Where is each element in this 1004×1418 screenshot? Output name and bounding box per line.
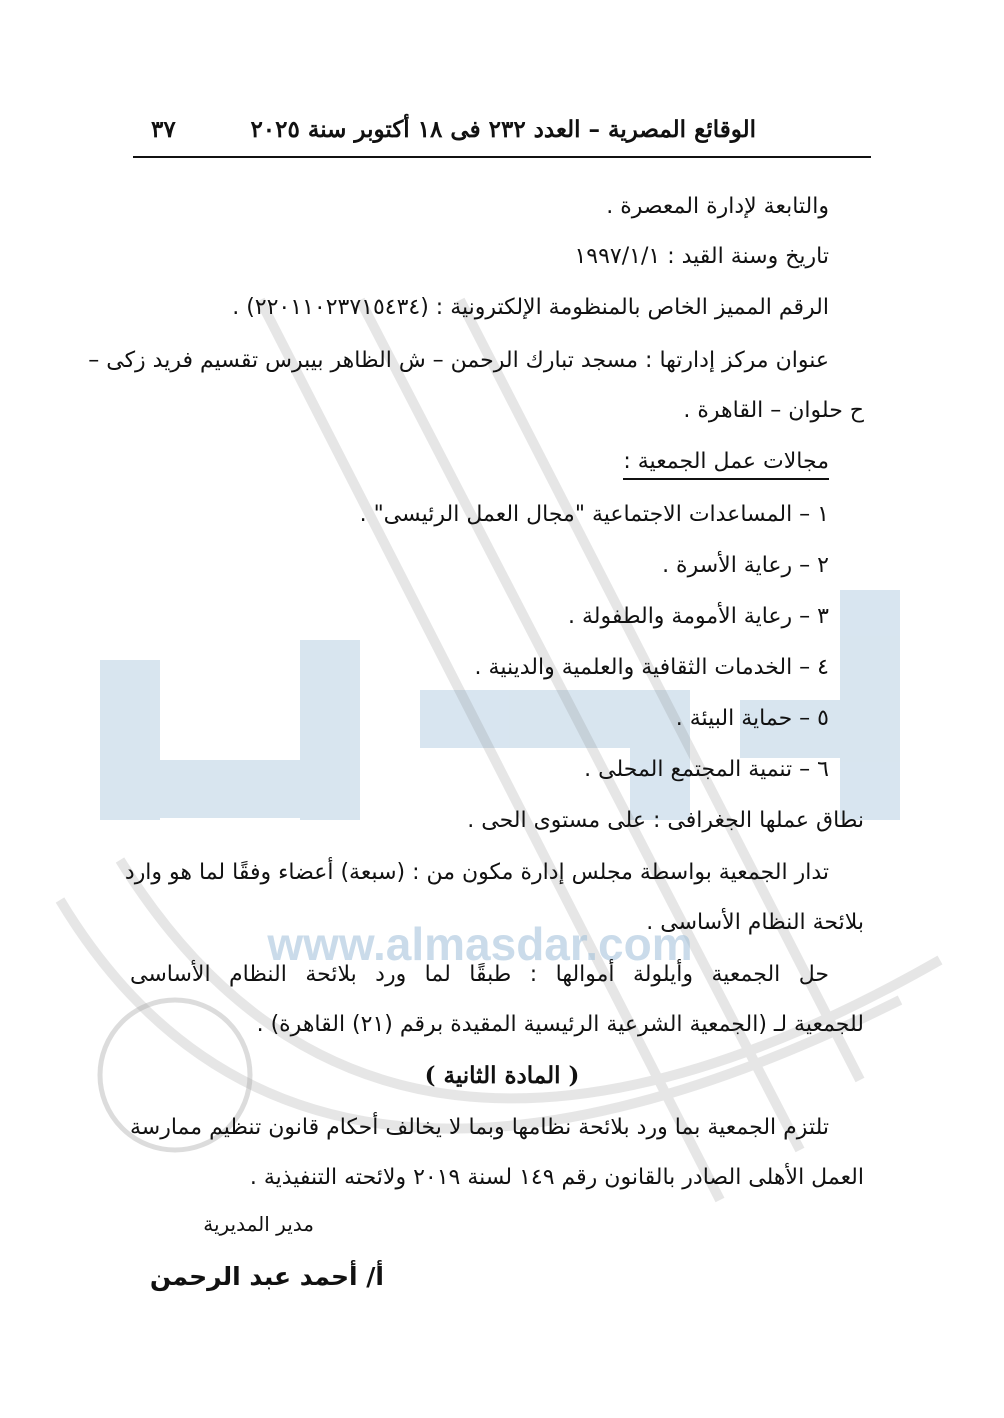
list-item: ١ – المساعدات الاجتماعية "مجال العمل الرئيسى" . [359, 502, 829, 527]
fields-heading-text: مجالات عمل الجمعية : [623, 449, 829, 480]
registration-date-line: تاريخ وسنة القيد : ١٩٩٧/١/١ [574, 244, 829, 269]
page-header [133, 112, 871, 158]
list-item: ٦ – تنمية المجتمع المحلى . [584, 757, 829, 782]
list-item: ٥ – حماية البيئة . [675, 706, 829, 731]
dissolution-line-2: للجمعية لـ (الجمعية الشرعية الرئيسية المقيدة برقم (٢١) القاهرة) . [256, 1012, 864, 1037]
article-two-heading: ( المادة الثانية ) [424, 1062, 580, 1089]
board-line-1: تدار الجمعية بواسطة مجلس إدارة مكون من : (سبعة) أعضاء وفقًا لما هو وارد [124, 860, 829, 885]
page-number: ٣٧ [151, 116, 176, 143]
list-item: ٢ – رعاية الأسرة . [662, 553, 829, 578]
signatory-name: أ/ أحمد عبد الرحمن [149, 1262, 384, 1291]
list-item: ٣ – رعاية الأمومة والطفولة . [567, 604, 829, 629]
dissolution-line-1: حل الجمعية وأيلولة أموالها : طبقًا لما ورد بلائحة النظام الأساسى [130, 962, 829, 987]
affiliation-line: والتابعة لإدارة المعصرة . [606, 194, 829, 219]
watermark-url: www.almasdar.com [267, 918, 693, 970]
geographic-scope-line: نطاق عملها الجغرافى : على مستوى الحى . [467, 808, 864, 833]
address-line-2: ح حلوان – القاهرة . [683, 398, 864, 423]
article-two-line-2: العمل الأهلى الصادر بالقانون رقم ١٤٩ لسنة ٢٠١٩ ولائحته التنفيذية . [249, 1165, 864, 1190]
electronic-id-line: الرقم المميز الخاص بالمنظومة الإلكترونية : (٢٢٠١١٠٢٣٧١٥٤٣٤) . [232, 295, 829, 320]
address-line-1: عنوان مركز إدارتها : مسجد تبارك الرحمن – ش الظاهر بيبرس تقسيم فريد زكى – [88, 348, 829, 373]
signatory-title: مدير المديرية [203, 1212, 314, 1236]
article-two-line-1: تلتزم الجمعية بما ورد بلائحة نظامها وبما لا يخالف أحكام قانون تنظيم ممارسة [130, 1115, 829, 1140]
board-line-2: بلائحة النظام الأساسى . [646, 910, 864, 935]
list-item: ٤ – الخدمات الثقافية والعلمية والدينية . [474, 655, 829, 680]
header-title: الوقائع المصرية – العدد ٢٣٢ فى ١٨ أكتوبر سنة ٢٠٢٥ [250, 116, 756, 143]
fields-heading [623, 449, 829, 474]
